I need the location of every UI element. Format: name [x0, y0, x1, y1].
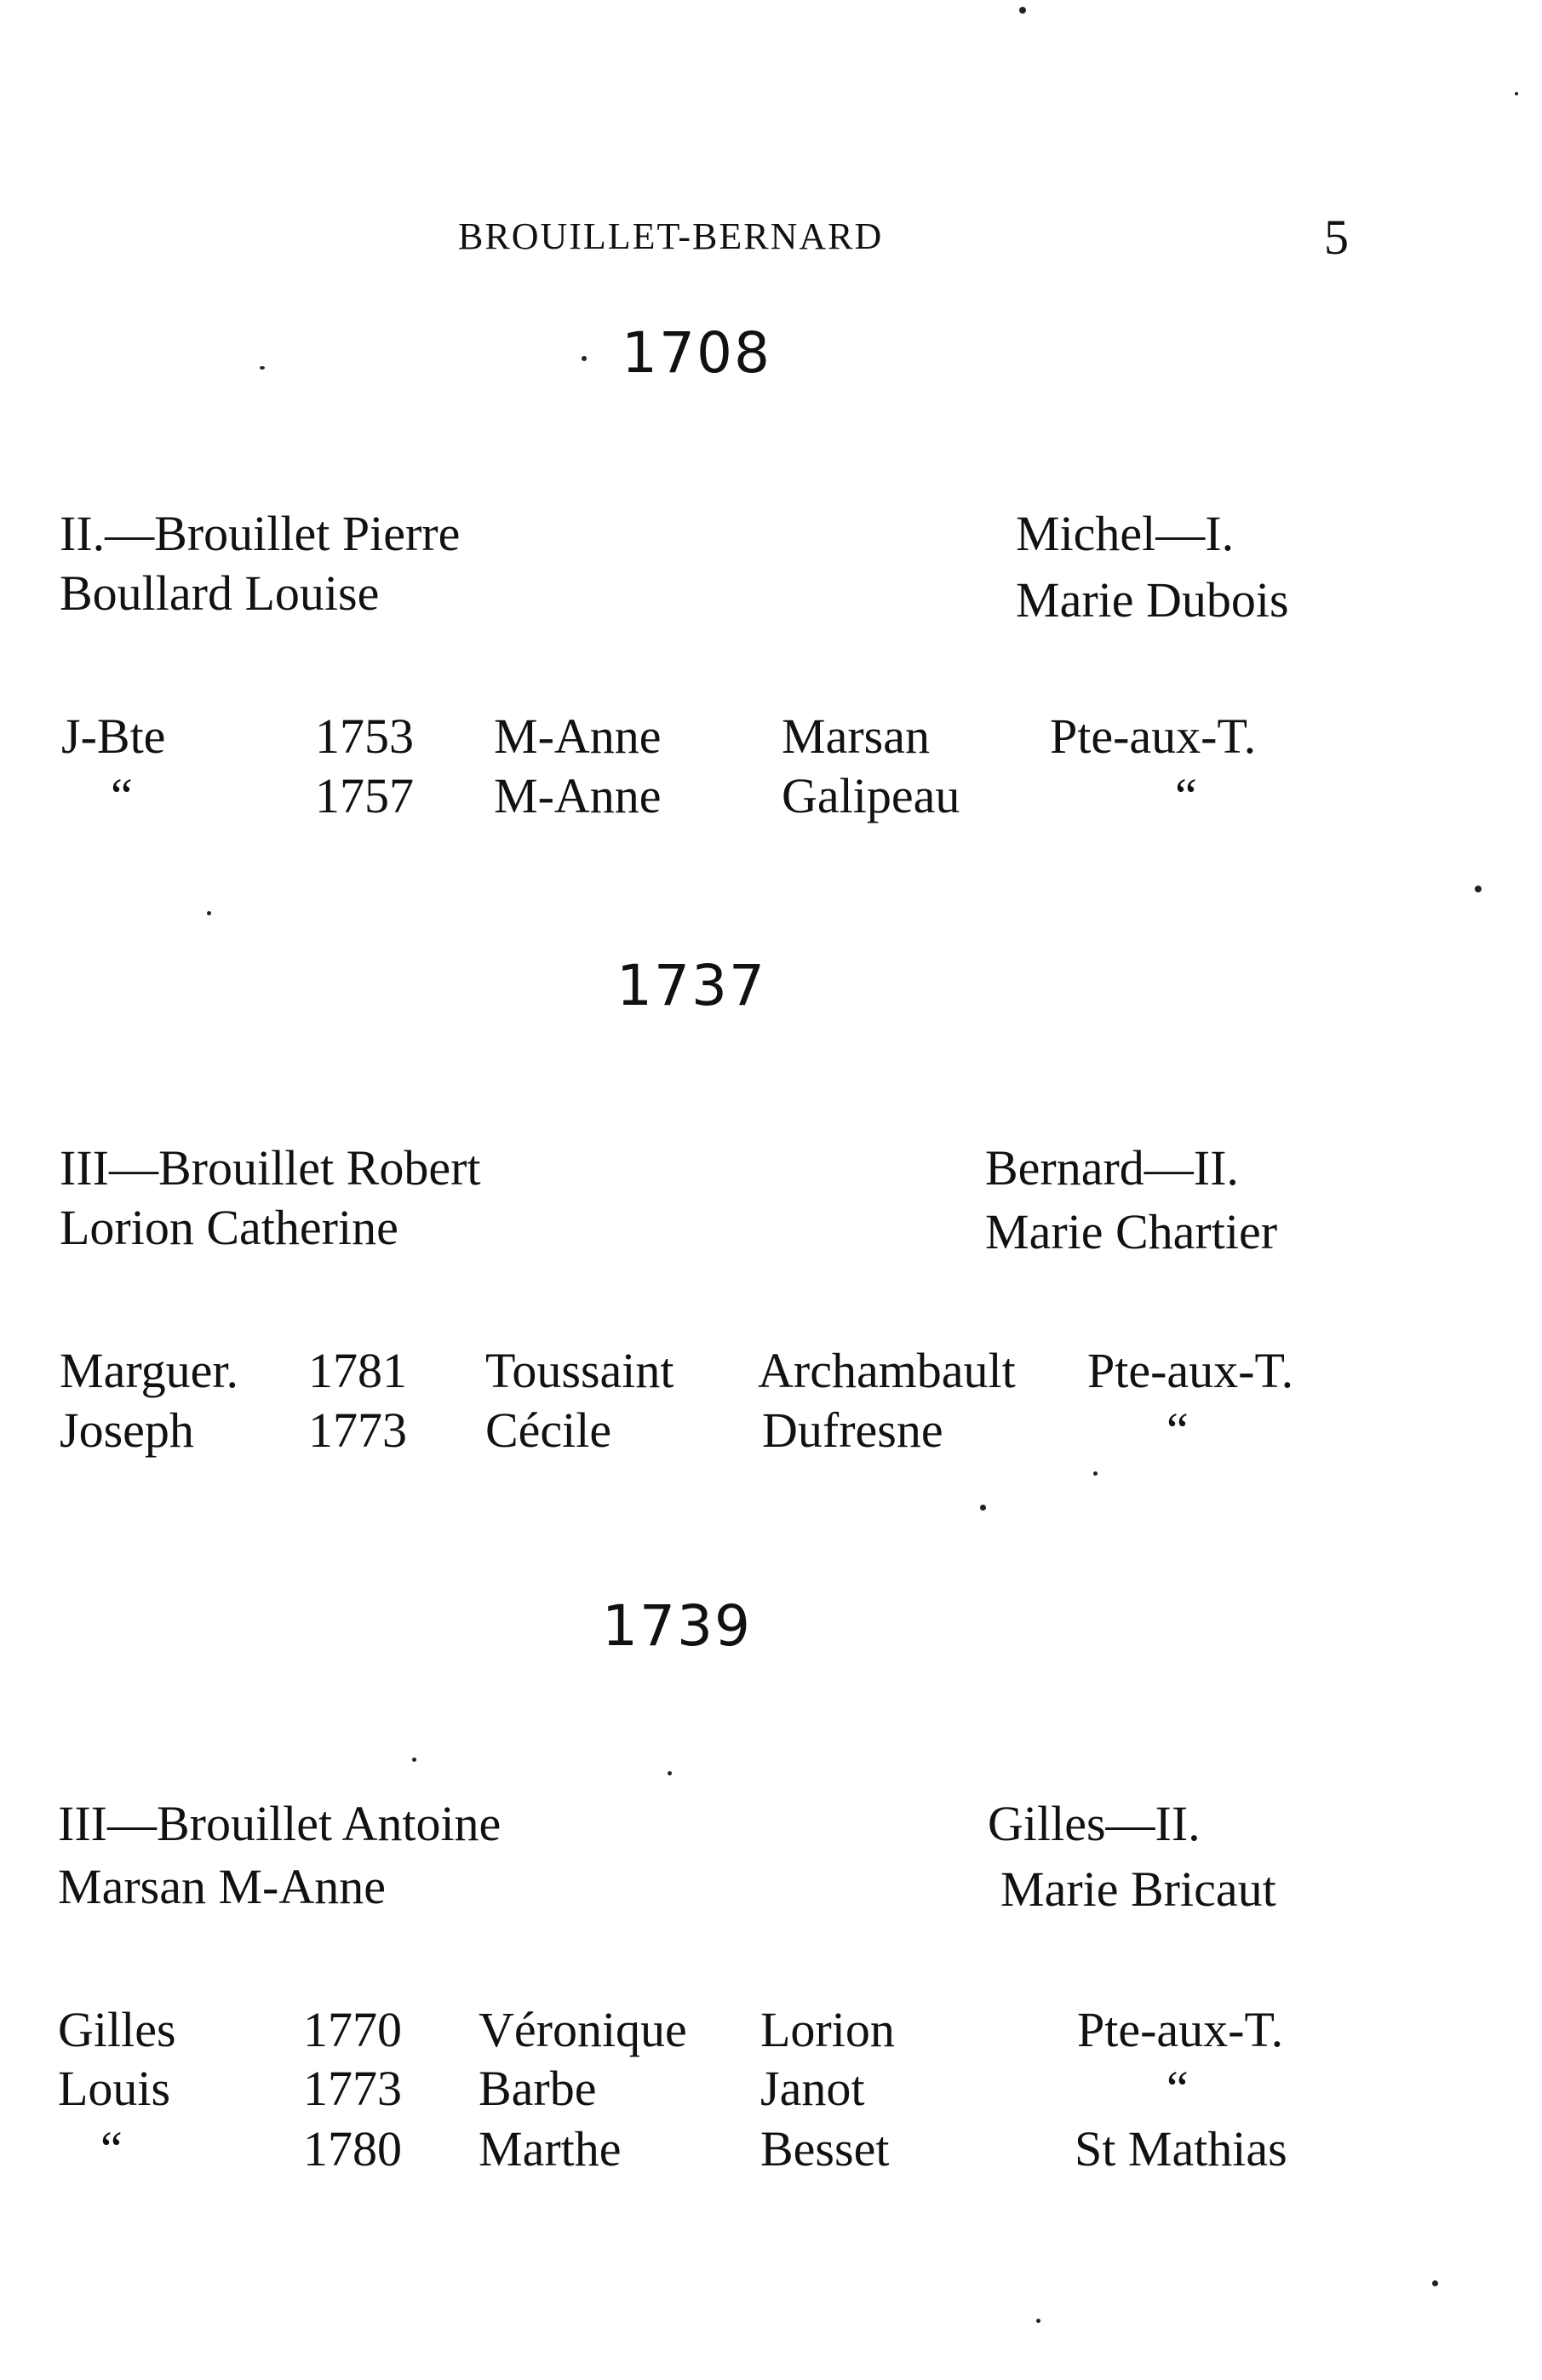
- scan-speck: [1432, 2280, 1438, 2286]
- wife-line: Lorion Catherine: [60, 1200, 398, 1255]
- child-name: Joseph: [60, 1402, 194, 1458]
- parents-father: Bernard—II.: [985, 1140, 1239, 1196]
- marriage-place: “: [1167, 2061, 1189, 2116]
- child-name: Gilles: [58, 2002, 176, 2057]
- child-marriage-year: 1753: [315, 708, 414, 764]
- marriage-place: Pte-aux-T.: [1050, 708, 1257, 764]
- scan-speck: [207, 911, 211, 915]
- spouse-first-name: M-Anne: [494, 708, 662, 764]
- parents-mother: Marie Bricaut: [1000, 1861, 1276, 1917]
- scan-speck: [260, 366, 265, 370]
- spouse-first-name: Toussaint: [485, 1343, 674, 1398]
- marriage-place: “: [1167, 1402, 1189, 1458]
- spouse-first-name: Véronique: [479, 2002, 687, 2057]
- child-marriage-year: 1773: [303, 2061, 402, 2116]
- wife-line: Boullard Louise: [60, 565, 380, 621]
- parents-mother: Marie Chartier: [985, 1204, 1278, 1259]
- child-marriage-year: 1770: [303, 2002, 402, 2057]
- spouse-first-name: M-Anne: [494, 768, 662, 823]
- spouse-first-name: Marthe: [479, 2121, 622, 2176]
- spouse-first-name: Barbe: [479, 2061, 597, 2116]
- child-marriage-year: 1780: [303, 2121, 402, 2176]
- parents-mother: Marie Dubois: [1016, 572, 1289, 628]
- spouse-last-name: Dufresne: [762, 1402, 943, 1458]
- section-year: 1708: [622, 320, 771, 386]
- scan-speck: [1019, 7, 1026, 14]
- husband-line: III—Brouillet Robert: [60, 1140, 481, 1196]
- scan-speck: [582, 356, 587, 361]
- scan-speck: [1475, 886, 1482, 892]
- scan-speck: [1515, 92, 1518, 95]
- marriage-place: Pte-aux-T.: [1087, 1343, 1294, 1398]
- child-name: J-Bte: [61, 708, 166, 764]
- scan-speck: [1093, 1471, 1098, 1476]
- child-name: Louis: [58, 2061, 171, 2116]
- parents-father: Gilles—II.: [988, 1796, 1201, 1851]
- child-name: “: [100, 2121, 123, 2176]
- wife-line: Marsan M-Anne: [58, 1859, 386, 1914]
- spouse-last-name: Janot: [760, 2061, 865, 2116]
- spouse-last-name: Marsan: [782, 708, 930, 764]
- child-name: Marguer.: [60, 1343, 238, 1398]
- section-year: 1737: [616, 953, 766, 1018]
- husband-line: III—Brouillet Antoine: [58, 1796, 502, 1851]
- page-number: 5: [1324, 209, 1349, 265]
- spouse-first-name: Cécile: [485, 1402, 612, 1458]
- running-title: BROUILLET-BERNARD: [458, 215, 884, 257]
- scan-speck: [1036, 2319, 1040, 2323]
- marriage-place: Pte-aux-T.: [1077, 2002, 1284, 2057]
- spouse-last-name: Archambault: [758, 1343, 1016, 1398]
- child-name: “: [111, 768, 133, 823]
- child-marriage-year: 1757: [315, 768, 414, 823]
- scan-speck: [980, 1505, 986, 1511]
- spouse-last-name: Galipeau: [782, 768, 960, 823]
- spouse-last-name: Lorion: [760, 2002, 895, 2057]
- scan-speck: [412, 1758, 416, 1762]
- child-marriage-year: 1781: [308, 1343, 407, 1398]
- husband-line: II.—Brouillet Pierre: [60, 506, 461, 561]
- scan-speck: [668, 1771, 672, 1775]
- parents-father: Michel—I.: [1016, 506, 1235, 561]
- child-marriage-year: 1773: [308, 1402, 407, 1458]
- section-year: 1739: [602, 1593, 752, 1659]
- marriage-place: “: [1175, 768, 1197, 823]
- spouse-last-name: Besset: [760, 2121, 890, 2176]
- marriage-place: St Mathias: [1075, 2121, 1287, 2176]
